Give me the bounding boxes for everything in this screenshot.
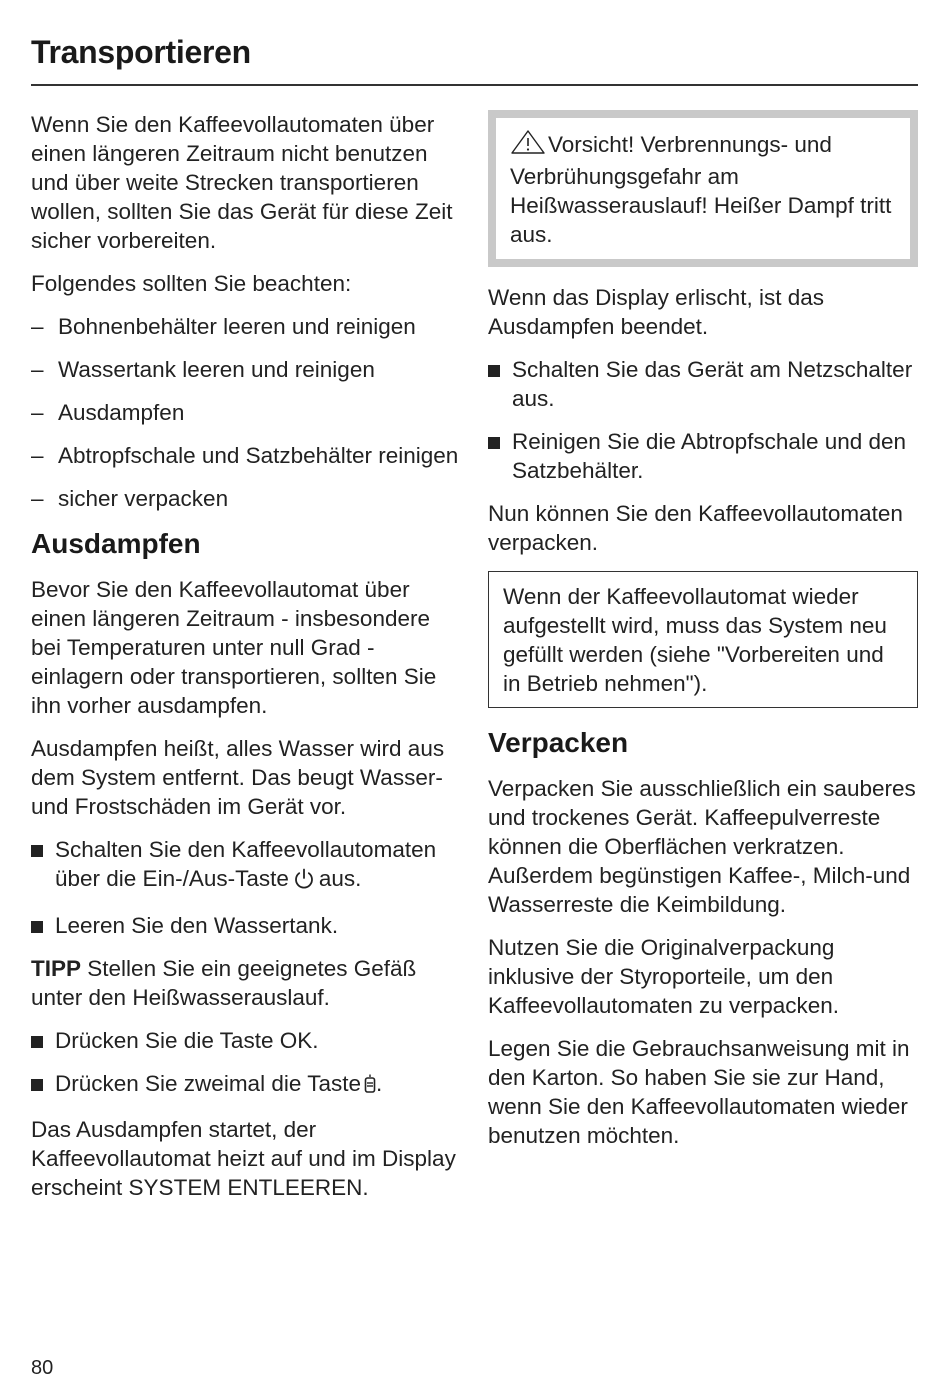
step-text-end: aus.	[318, 866, 362, 891]
warning-triangle-icon	[510, 129, 546, 162]
square-bullet	[31, 921, 43, 933]
step-text: Reinigen Sie die Abtropfschale und den Satzbehälter.	[512, 429, 907, 483]
ausdampfen-paragraph-2: Ausdampfen heißt, alles Wasser wird aus dem System entfernt. Das beugt Wasser- und Frostschäden im Gerät vor.	[31, 736, 445, 819]
step-text: Schalten Sie den Kaffeevollautomaten über die Ein-/Aus-Taste	[55, 837, 437, 891]
power-icon	[293, 868, 315, 897]
ausdampfen-paragraph-1: Bevor Sie den Kaffeevollautomat über einen längeren Zeitraum - insbesondere bei Temperaturen unter null Grad - einlagern oder transportieren, sollten Sie ihn vorher ausdampfen.	[31, 577, 437, 718]
list-item-text: Ausdampfen	[58, 400, 185, 425]
dash-marker: –	[31, 357, 44, 382]
square-bullet	[488, 365, 500, 377]
ausdampfen-steps-b	[31, 1026, 461, 1101]
list-item-text: sicher verpacken	[58, 486, 229, 511]
dash-marker: –	[31, 486, 44, 511]
list-item	[31, 355, 461, 384]
final-steps	[488, 355, 918, 485]
checklist-heading: Folgendes sollten Sie beachten:	[31, 271, 352, 296]
list-item-text: Bohnenbehälter leeren und reinigen	[58, 314, 416, 339]
step-text: Schalten Sie das Gerät am Netzschalter aus.	[512, 357, 913, 411]
square-bullet	[488, 437, 500, 449]
ausdampfen-paragraph-3: Das Ausdampfen startet, der Kaffeevollautomat heizt auf und im Display erscheint SYSTEM ENTLEEREN.	[31, 1117, 456, 1200]
verpacken-paragraph-3: Legen Sie die Gebrauchsanweisung mit in den Karton. So haben Sie sie zur Hand, wenn Sie den Kaffeevollautomaten wieder benutzen möchten.	[488, 1036, 910, 1148]
step-item	[488, 427, 918, 485]
step-text: Leeren Sie den Wassertank.	[55, 913, 339, 938]
intro-paragraph: Wenn Sie den Kaffeevollautomaten über einen längeren Zeitraum nicht benutzen und über weite Strecken transportieren wollen, sollten Sie das Gerät für diese Zeit sicher vorbereiten.	[31, 112, 453, 253]
page-number: 80	[31, 1357, 54, 1379]
checklist	[31, 312, 461, 513]
display-paragraph: Wenn das Display erlischt, ist das Ausdampfen beendet.	[488, 285, 824, 339]
step-item	[31, 835, 461, 897]
section-heading-ausdampfen: Ausdampfen	[31, 528, 201, 559]
dash-marker: –	[31, 443, 44, 468]
step-text: Drücken Sie die Taste OK.	[55, 1028, 319, 1053]
right-column	[488, 110, 918, 1164]
step-item	[31, 1026, 461, 1055]
dash-marker: –	[31, 314, 44, 339]
list-item-text: Abtropfschale und Satzbehälter reinigen	[58, 443, 459, 468]
step-item	[488, 355, 918, 413]
verpacken-intro-paragraph: Nun können Sie den Kaffeevollautomaten verpacken.	[488, 501, 903, 555]
step-text: Drücken Sie zweimal die Taste	[55, 1071, 361, 1096]
list-item	[31, 398, 461, 427]
warning-box	[488, 110, 918, 267]
warning-text: Vorsicht! Verbrennungs- und Verbrühungsgefahr am Heißwasserauslauf! Heißer Dampf tritt aus.	[510, 132, 892, 247]
left-column	[31, 110, 461, 1216]
page-title: Transportieren	[31, 34, 251, 70]
tipp-label: TIPP	[31, 956, 82, 981]
hot-water-cup-icon	[364, 1072, 376, 1101]
title-divider	[31, 84, 918, 86]
list-item	[31, 441, 461, 470]
list-item	[31, 312, 461, 341]
list-item-text: Wassertank leeren und reinigen	[58, 357, 375, 382]
list-item	[31, 484, 461, 513]
dash-marker: –	[31, 400, 44, 425]
step-item	[31, 1069, 461, 1101]
tipp-text: Stellen Sie ein geeignetes Gefäß unter den Heißwasserauslauf.	[31, 956, 417, 1010]
note-text: Wenn der Kaffeevollautomat wieder aufgestellt wird, muss das System neu gefüllt werden (siehe "Vorbereiten und in Betrieb nehmen").	[503, 584, 887, 696]
section-heading-verpacken: Verpacken	[488, 727, 629, 758]
ausdampfen-steps-a	[31, 835, 461, 940]
square-bullet	[31, 1036, 43, 1048]
note-box	[488, 571, 918, 708]
tipp-paragraph	[31, 954, 461, 1012]
square-bullet	[31, 1079, 43, 1091]
square-bullet	[31, 845, 43, 857]
verpacken-paragraph-2: Nutzen Sie die Originalverpackung inklusive der Styroporteile, um den Kaffeevollautomaten zu verpacken.	[488, 935, 840, 1018]
step-text-end: .	[375, 1071, 383, 1096]
verpacken-paragraph-1: Verpacken Sie ausschließlich ein sauberes und trockenes Gerät. Kaffeepulverreste können die Oberflächen verkratzen. Außerdem begünstigen Kaffee-, Milch-und Wasserreste die Keimbildung.	[488, 776, 916, 917]
step-item	[31, 911, 461, 940]
